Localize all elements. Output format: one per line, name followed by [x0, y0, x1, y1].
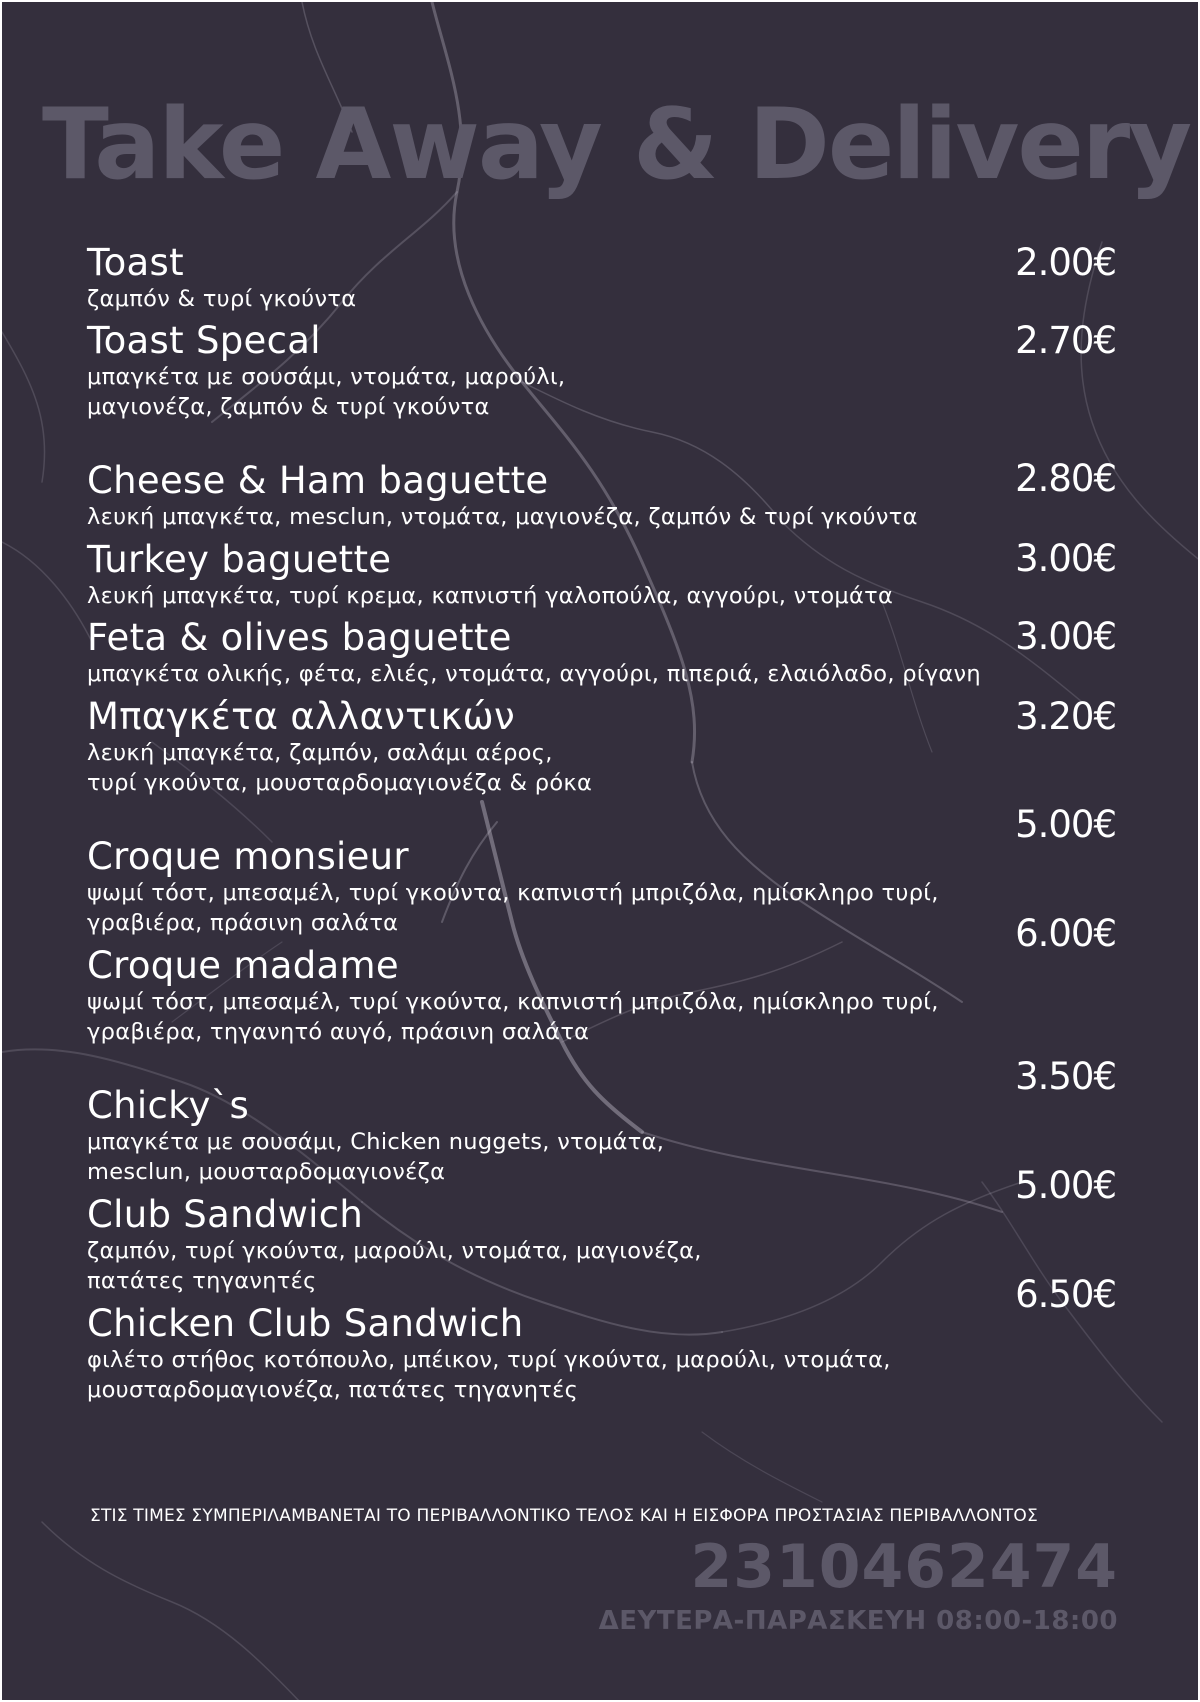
item-price: 6.50€ — [1015, 1273, 1116, 1316]
item-price: 2.00€ — [1015, 241, 1116, 284]
item-price: 3.20€ — [1015, 695, 1116, 738]
item-description: γραβιέρα, τηγανητό αυγό, πράσινη σαλάτα — [87, 1019, 590, 1045]
menu-item — [87, 1085, 1117, 1187]
item-description: λευκή μπαγκέτα, mesclun, ντομάτα, μαγιονέζα, ζαμπόν & τυρί γκούντα — [87, 504, 918, 530]
menu-item — [87, 836, 1117, 938]
item-description: πατάτες τηγανητές — [87, 1268, 317, 1294]
menu-item — [87, 945, 1117, 1047]
menu-item — [87, 539, 1117, 611]
item-name: Croque madame — [87, 944, 399, 987]
item-price: 5.00€ — [1015, 1164, 1116, 1207]
menu-item — [87, 696, 1117, 798]
item-description: μουσταρδομαγιονέζα, πατάτες τηγανητές — [87, 1377, 579, 1403]
item-description: μαγιονέζα, ζαμπόν & τυρί γκούντα — [87, 394, 490, 420]
item-description: φιλέτο στήθος κοτόπουλο, μπέικον, τυρί γκούντα, μαρούλι, ντομάτα, — [87, 1347, 891, 1373]
item-description: ζαμπόν & τυρί γκούντα — [87, 286, 357, 312]
item-name: Toast Specal — [87, 319, 321, 362]
item-description: ζαμπόν, τυρί γκούντα, μαρούλι, ντομάτα, μαγιονέζα, — [87, 1238, 702, 1264]
item-description: mesclun, μουσταρδομαγιονέζα — [87, 1159, 446, 1185]
item-description: μπαγκέτα με σουσάμι, ντομάτα, μαρούλι, — [87, 364, 566, 390]
item-name: Feta & olives baguette — [87, 616, 512, 659]
item-name: Μπαγκέτα αλλαντικών — [87, 695, 515, 738]
menu-item — [87, 320, 1117, 422]
item-price: 5.00€ — [1015, 803, 1116, 846]
footer-disclaimer: ΣΤΙΣ ΤΙΜΕΣ ΣΥΜΠΕΡΙΛΑΜΒΑΝΕΤΑΙ ΤΟ ΠΕΡΙΒΑΛΛΟΝΤΙΚΟ ΤΕΛΟΣ ΚΑΙ Η ΕΙΣΦΟΡΑ ΠΡΟΣΤΑΣΙΑΣ ΠΕΡΙΒΑΛΛΟΝΤΟΣ — [90, 1506, 1038, 1526]
item-price: 3.00€ — [1015, 615, 1116, 658]
item-price: 3.50€ — [1015, 1055, 1116, 1098]
item-name: Chicky`s — [87, 1084, 250, 1127]
opening-hours: ΔΕΥΤΕΡΑ-ΠΑΡΑΣΚΕΥΗ 08:00-18:00 — [598, 1606, 1118, 1636]
item-description: ψωμί τόστ, μπεσαμέλ, τυρί γκούντα, καπνιστή μπριζόλα, ημίσκληρο τυρί, — [87, 880, 939, 906]
item-description: μπαγκέτα με σουσάμι, Chicken nuggets, ντομάτα, — [87, 1129, 665, 1155]
item-description: λευκή μπαγκέτα, ζαμπόν, σαλάμι αέρος, — [87, 740, 553, 766]
menu-item — [87, 242, 1117, 314]
menu-item — [87, 1194, 1117, 1296]
item-price: 3.00€ — [1015, 537, 1116, 580]
item-name: Chicken Club Sandwich — [87, 1302, 524, 1345]
item-description: ψωμί τόστ, μπεσαμέλ, τυρί γκούντα, καπνιστή μπριζόλα, ημίσκληρο τυρί, — [87, 989, 939, 1015]
item-price: 2.80€ — [1015, 457, 1116, 500]
item-name: Toast — [87, 241, 184, 284]
phone-number: 2310462474 — [690, 1532, 1118, 1602]
page-title: Take Away & Delivery — [42, 88, 1191, 202]
item-name: Turkey baguette — [87, 538, 392, 581]
menu-item — [87, 617, 1117, 689]
item-description: γραβιέρα, πράσινη σαλάτα — [87, 910, 399, 936]
item-description: μπαγκέτα ολικής, φέτα, ελιές, ντομάτα, αγγούρι, πιπεριά, ελαιόλαδο, ρίγανη — [87, 661, 981, 687]
item-name: Club Sandwich — [87, 1193, 364, 1236]
item-price: 2.70€ — [1015, 319, 1116, 362]
menu-item — [87, 1303, 1117, 1405]
item-description: λευκή μπαγκέτα, τυρί κρεμα, καπνιστή γαλοπούλα, αγγούρι, ντομάτα — [87, 583, 894, 609]
item-name: Croque monsieur — [87, 835, 409, 878]
item-price: 6.00€ — [1015, 912, 1116, 955]
item-description: τυρί γκούντα, μουσταρδομαγιονέζα & ρόκα — [87, 770, 593, 796]
menu-item — [87, 457, 1117, 532]
item-name: Cheese & Ham baguette — [87, 459, 549, 502]
